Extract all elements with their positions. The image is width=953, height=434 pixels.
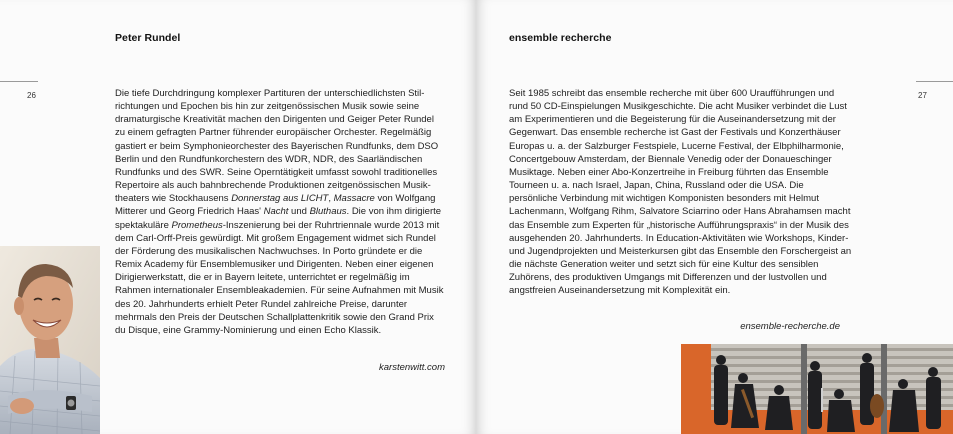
work-title: Prometheus [171,219,223,231]
right-page [476,0,953,434]
divider-rule [0,81,38,82]
work-title: Nacht [263,206,289,218]
text-run: -Inszenierung bei der Ruhrtriennale wurde 2013 mit dem Carl-Orff-Preis gewürdigt. Mit großem Engagement widmet sich Rundel der Förderung des musikalischen Nachwuchses. In Porto gründete er die Remix Academy für Ensemblemusiker und Dirigenten. Neben einer eigenen Dirigierwerkstatt, die er in Bayern leitete, unterrichtet er regelmäßig im Rahmen internationaler Ensembleakademien. Für seine Aufnahmen mit Musik des 20. Jahrhunderts erhielt Peter Rundel zahlreiche Preise, darunter mehrmals den Preis der Deutschen Schallplattenkritik sowie den Grand Prix du Disque, eine Grammy-Nominierung und einen Echo Klassik. [115,219,444,336]
ensemble-illustration [681,344,953,434]
website-link[interactable]: ensemble-recherche.de [740,321,840,332]
ensemble-photo [681,344,953,434]
website-link[interactable]: karstenwitt.com [379,362,445,373]
work-title: Donnerstag aus LICHT [231,193,329,205]
page-number: 27 [918,91,927,100]
portrait-illustration [0,246,100,434]
left-page [0,0,476,434]
ensemble-text: Seit 1985 schreibt das ensemble recherche mit über 600 Uraufführungen und rund 50 CD-Einspielungen Musikgeschichte. Die acht Musiker verbindet die Lust am Experimentieren und die Begeisterung für die Auseinandersetzung mit der Gegenwart. Das ensemble recherche ist Gast der Festivals und Konzerthäuser Europas u. a. der Salzburger Festspiele, Lucerne Festival, der Elbphilharmonie, Concertgebouw Amsterdam, der Biennale Venedig oder der Donaueschinger Musiktage. Neben einer Abo-Konzertreihe in Freiburg führten das Ensemble Tourneen u. a. nach Israel, Japan, China, Russland oder die USA. Die persönliche Verbindung mit wichtigen Komponisten besonders mit Helmut Lachenmann, Wolfgang Rihm, Salvatore Sciarrino oder Hans Abrahamsen macht das Ensemble zum Experten für „historische Aufführungspraxis“ in der Musik des ausgehenden 20. Jahrhunderts. In Education-Aktivitäten wie Workshops, Kinder- und Jugendprojekten und Meisterkursen gibt das Ensemble den Forschergeist an die nächste Generation weiter und setzt sich für eine Kultur des sensiblen Zuhörens, des produktiven Umgangs mit Differenzen und der lustvollen und angstfreien Auseinandersetzung mit Komplexität ein. [509,88,852,297]
text-run: . Die von ihm dirigierte spektakuläre [115,206,442,231]
page-number: 26 [27,91,36,100]
divider-rule [916,81,953,82]
portrait-photo [0,246,100,434]
text-run: und [288,206,310,218]
work-title: Massacre [333,193,375,205]
work-title: Bluthaus [309,206,347,218]
text-run: , [328,193,334,205]
text-run: Die tiefe Durchdringung komplexer Partituren der unterschiedlichsten Stilrichtungen und Epochen bis hin zur zeitgenössischen Musik sowie seine dramaturgische Kreativität machen den Dirigenten und Geiger Peter Rundel zu einem gefragten Partner führender europäischer Orchester. Regelmäßig gastiert er beim Symphonieorchester des Bayerischen Rundfunks, dem DSO Berlin und den Rundfunkorchestern des WDR, NDR, des Saarländischen Rundfunks und des SWR. Seine Operntätigkeit umfasst sowohl traditionelles Repertoire als auch bahnbrechende Produktionen zeitgenössischen Musiktheaters wie Stockhausens [115,88,439,205]
page-title: ensemble recherche [509,32,612,44]
biography-text [115,87,445,337]
text-run: von Wolfgang Mitterer und Georg Friedrich Haas' [115,193,436,218]
page-title: Peter Rundel [115,32,181,44]
